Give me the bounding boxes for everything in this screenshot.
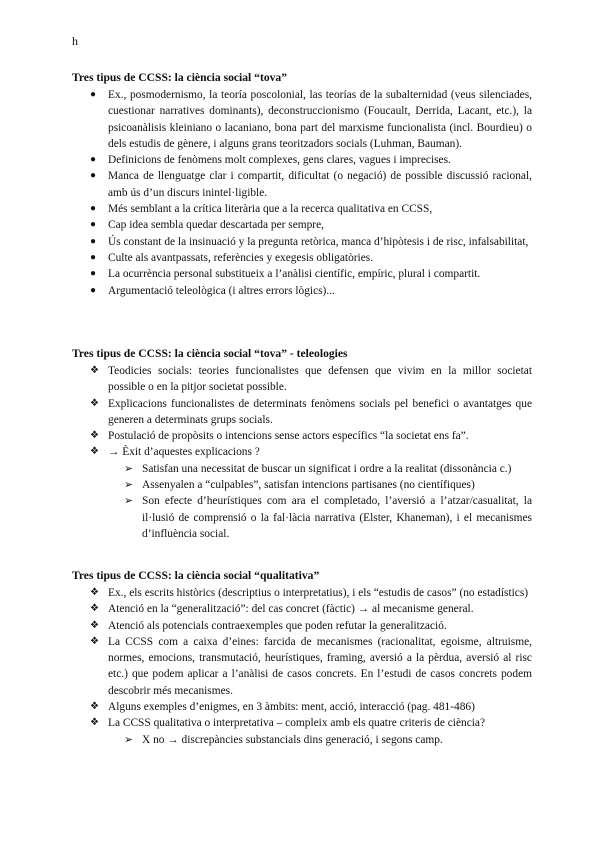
diamond-bullet-icon: ❖ (90, 635, 99, 647)
section-qualitative (72, 568, 532, 748)
diamond-bullet-icon: ❖ (90, 717, 99, 729)
bullet-icon: ● (90, 268, 97, 280)
list-item: ❖ Alguns exemples d’enigmes, en 3 àmbits: ment, acció, interacció (pag. 481-486) (72, 699, 532, 715)
diamond-bullet-icon: ❖ (90, 619, 99, 631)
section-soft-science (72, 70, 532, 299)
list-item: ➢ Son efecte d’heurístiques com ara el completado, l’aversió a l’atzar/casualitat, la il·lusió de comprensió o la fal·làcia narrativa (Elster, Khaneman), i el mecanismes d’influència social. (124, 495, 532, 540)
diamond-bullet-icon: ❖ (90, 446, 99, 458)
corner-mark: h (72, 34, 78, 48)
section-teleologies (72, 346, 532, 542)
bullet-icon: ● (90, 235, 97, 247)
list-item: ➢ Satisfan una necessitat de buscar un significat i ordre a la realitat (dissonància c.) (72, 461, 532, 477)
bullet-list (72, 363, 532, 461)
list-item: ❖ Postulació de propòsits o intencions sense actors específics “la societat ens fa”. (72, 428, 532, 444)
list-item: ● Definicions de fenòmens molt complexes, gens clares, vagues i imprecises. (72, 152, 532, 168)
list-item: ❖ → Èxit d’aquestes explicacions ? (72, 444, 532, 460)
bullet-icon: ● (90, 284, 97, 296)
list-item: ● Manca de llenguatge clar i compartit, dificultat (o negació) de possible discussió racional, amb ús d’un discurs inintel·ligible. (90, 170, 532, 199)
list-item: ❖ Explicacions funcionalistes de determinats fenòmens socials pel benefici o avantatges que generen a determinats grups socials. (90, 397, 532, 426)
bullet-list (72, 585, 532, 732)
diamond-bullet-icon: ❖ (90, 701, 99, 713)
bullet-icon: ● (90, 170, 97, 182)
bullet-icon: ● (90, 251, 97, 263)
arrow-bullet-icon: ➢ (124, 733, 134, 746)
list-item: ● Argumentació teleològica (i altres errors lògics)... (72, 283, 532, 299)
diamond-bullet-icon: ❖ (90, 603, 99, 615)
sub-bullet-list (72, 461, 532, 542)
list-item: ● Ex., posmodernismo, la teoría poscolonial, las teorías de la subalternidad (veus silenciades, cuestionar narratives dominants), deconstruccionismo (Foucault, Derrida, Lacant, etc.), la psicoanàlisis kleiniano o lacaniano, bona part del marxisme funcionalista (incl. Bourdieu) o dels estudis de gènere, i alguns grans teoritzadors socials (Luhman, Bauman). (90, 89, 532, 150)
list-item: ❖ La CCSS com a caixa d’eines: farcida de mecanismes (racionalitat, egoisme, altruisme, normes, emocions, transmutació, heurístiques, framing, aversió a la pèrdua, aversió al risc etc.) que podem aplicar a l’anàlisi de casos concrets. En l’estudi de casos concrets podem descobrir més mecanismes. (90, 635, 532, 697)
diamond-bullet-icon: ❖ (90, 430, 99, 442)
sub-bullet-list (72, 732, 532, 748)
list-item: ● Més semblant a la crítica literària que a la recerca qualitativa en CCSS, (72, 201, 532, 217)
diamond-bullet-icon: ❖ (90, 365, 99, 376)
diamond-bullet-icon: ❖ (90, 587, 99, 598)
list-item: ● Cap idea sembla quedar descartada per sempre, (72, 217, 532, 233)
bullet-list (72, 87, 532, 299)
list-item: ➢ X no → discrepàncies substancials dins generació, i segons camp. (72, 732, 532, 748)
section-heading: Tres tipus de CCSS: la ciència social “tova” (72, 71, 288, 84)
arrow-bullet-icon: ➢ (124, 479, 134, 492)
list-item: ● Ús constant de la insinuació y la pregunta retòrica, manca d’hipòtesis i de risc, infalsabilitat, (72, 234, 532, 250)
bullet-icon: ● (90, 203, 97, 215)
bullet-icon: ● (90, 89, 97, 100)
list-item: ❖ Atenció als potencials contraexemples que poden refutar la generalització. (72, 618, 532, 634)
section-heading: Tres tipus de CCSS: la ciència social “qualitativa” (72, 569, 320, 582)
list-item: ❖ Ex., els escrits històrics (descriptius o interpretatius), i els “estudis de casos” (no estadístics) (72, 585, 532, 601)
bullet-icon: ● (90, 154, 97, 166)
list-item: ❖ Atenció en la “generalització”: del cas concret (fàctic) → al mecanisme general. (72, 601, 532, 617)
bullet-icon: ● (90, 219, 97, 231)
arrow-bullet-icon: ➢ (124, 462, 134, 475)
arrow-bullet-icon: ➢ (124, 495, 134, 508)
list-item: ❖ La CCSS qualitativa o interpretativa – compleix amb els quatre criteris de ciència? (72, 715, 532, 731)
list-item: ● Culte als avantpassats, referències y exegesis obligatòries. (72, 250, 532, 266)
list-item: ● La ocurrència personal substitueix a l’anàlisi científic, empíric, plural i compartit. (72, 266, 532, 282)
list-item: ➢ Assenyalen a “culpables”, satisfan intencions partisanes (no científiques) (72, 477, 532, 493)
list-item: ❖ Teodicies socials: teories funcionalistes que defensen que vivim en la millor societat possible o en la pitjor societat possible. (90, 365, 532, 394)
section-heading: Tres tipus de CCSS: la ciència social “tova” - teleologies (72, 347, 348, 360)
diamond-bullet-icon: ❖ (90, 397, 99, 409)
